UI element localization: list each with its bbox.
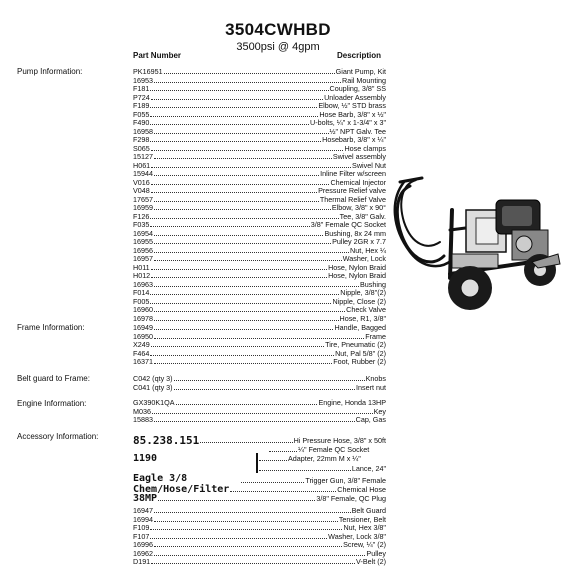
part-number: M036 [133,406,151,416]
leader-dots [150,294,339,295]
part-description: ½" NPT Galv. Tee [329,126,386,136]
part-number: 16371 [133,357,153,366]
leader-dots [151,563,355,564]
leader-dots [150,124,309,125]
part-number: F490 [133,118,150,127]
part-number: 15127 [133,152,153,161]
part-description: Hose clamps [344,143,386,153]
plug-description: 3/8" Female, QC Plug [316,494,386,503]
lance-description: Lance, 24" [351,464,386,473]
leader-dots [154,555,365,556]
leader-dots [150,218,338,219]
part-description: Tire, Pneumatic (2) [325,340,386,349]
part-description: Engine, Honda 13HP [318,398,386,407]
part-description: Insert nut [356,382,386,392]
leader-dots [150,141,321,142]
part-number: H011 [133,262,150,272]
part-description: Bushing [360,279,386,289]
leader-dots [151,269,327,270]
leader-dots [154,320,339,321]
part-number: F055 [133,109,150,119]
part-description: Key [373,406,386,416]
leader-dots [154,329,333,330]
leader-dots [152,413,373,414]
part-number: F035 [133,220,150,229]
accessory-plug-row [133,494,386,503]
part-number: S065 [133,143,150,153]
part-description: Handle, Bagged [334,323,386,332]
part-description: Tee, 3/8" Galv. [339,211,386,221]
part-description: Hosebarb, 3/8" x ¼" [322,135,386,144]
part-number: 16954 [133,228,153,238]
accessory-socket-row [268,445,386,454]
leader-dots [154,158,332,159]
part-description: Elbow, ½" STD brass [318,101,386,110]
part-description: Washer, Lock 3/8" [328,531,386,541]
leader-dots [154,546,342,547]
leader-dots [154,235,323,236]
part-number: C041 (qty 3) [133,382,173,392]
part-description: Pulley [366,548,386,558]
part-description: Nut, Pal 5/8" (2) [335,348,386,358]
part-number: 16960 [133,305,153,314]
part-description: Hose, Nylon Braid [328,271,386,280]
part-number: 15944 [133,169,153,178]
part-number: F107 [133,531,150,541]
part-description: Chemical Injector [330,177,386,187]
part-number: F109 [133,523,150,532]
pressure-washer-image [392,170,564,320]
leader-dots [150,355,334,356]
section-frame: Frame Information: [17,323,85,332]
part-row [133,357,386,366]
leader-dots [151,99,323,100]
model-title: 3504CWHBD [225,20,331,39]
part-number: 16996 [133,540,153,549]
part-description: Pulley 2GR x 7.7 [332,237,386,246]
part-number: 16978 [133,313,153,323]
part-number: V048 [133,186,150,195]
part-number: F298 [133,135,150,144]
part-row [133,314,386,323]
part-number: F189 [133,101,150,110]
part-number: 16963 [133,279,153,289]
leader-dots [176,404,318,405]
leader-dots [154,209,331,210]
accessory-chem-row [133,485,386,494]
leader-dots [151,277,327,278]
hose-description: Hi Pressure Hose, 3/8" x 50ft [293,436,386,445]
part-number: 16950 [133,331,153,341]
leader-dots [154,421,355,422]
section-engine: Engine Information: [17,399,87,408]
part-number: X249 [133,340,150,349]
leader-dots [154,175,319,176]
leader-dots [154,243,331,244]
leader-dots [154,286,359,287]
leader-dots [150,226,309,227]
leader-dots [150,538,327,539]
chem-part-number: Chem/Hose/Filter [133,484,230,495]
part-number-header: Part Number [133,51,182,60]
leader-dots [174,389,355,390]
part-description: 3/8" Female QC Socket [310,220,386,229]
part-description: Nipple, 3/8"(2) [340,288,386,297]
adapter-description: Adapter, 22mm M x ¼" [288,454,361,463]
part-description: Pressure Relief valve [318,186,386,195]
part-description: Rail Mounting [342,75,386,85]
part-number: F005 [133,296,150,306]
leader-dots [164,73,335,74]
part-description: Knobs [365,374,386,383]
part-description: Cap, Gas [355,415,386,424]
part-description: Screw, ¼" (2) [343,540,386,549]
part-number: 17657 [133,194,153,204]
part-description: Tensioner, Belt [338,514,386,524]
part-description: Washer, Lock [342,254,386,263]
description-header: Description [337,51,382,60]
part-number: C042 (qty 3) [133,374,173,383]
part-number: PK16951 [133,67,163,76]
part-description: Nut, Hex 3/8" [343,523,386,532]
leader-dots [154,133,329,134]
part-number: F464 [133,348,150,358]
leader-dots [154,260,342,261]
part-number: F181 [133,84,150,93]
part-number: F014 [133,288,150,297]
part-number: P724 [133,92,150,102]
leader-dots [174,380,365,381]
part-number: 16958 [133,126,153,136]
part-number: GX390K1QA [133,398,175,407]
accessory-adapter-row [258,454,386,463]
leader-dots [150,116,318,117]
leader-dots [154,338,364,339]
part-description: Inline Filter w/screen [320,169,386,178]
leader-dots [151,346,324,347]
chem-description: Chemical Hose [337,485,386,494]
part-number: 16957 [133,254,153,263]
gun-description: Trigger Gun, 3/8" Female [305,476,386,485]
leader-dots [150,90,328,91]
accessory-gun-row [240,476,386,485]
part-row [133,557,386,566]
part-description: Unloader Assembly [324,92,386,102]
socket-description: ¼" Female QC Socket [298,445,370,454]
part-description: Hose, Nylon Braid [328,262,386,272]
part-description: Thermal Relief Valve [319,194,386,204]
leader-dots [154,521,338,522]
part-description: Belt Guard [351,506,386,515]
part-description: Giant Pump, Kit [335,67,386,76]
part-description: Foot, Rubber (2) [333,357,386,366]
part-description: Nipple, Close (2) [332,296,386,306]
spec-subtitle: 3500psi @ 4gpm [236,41,320,53]
part-description: V-Belt (2) [356,557,386,566]
hose-part-number: 85.238.151 [133,434,200,447]
part-number: 16959 [133,203,153,212]
leader-dots [154,311,345,312]
gun-part-number: Eagle 3/8 [133,473,188,484]
part-description: U-bolts, ¼" x 1-3/4" x 3" [310,118,386,127]
part-description: Frame [365,331,386,341]
part-number: 16956 [133,245,153,255]
section-accessory: Accessory Information: [17,432,99,441]
leader-dots [154,82,341,83]
part-description: Hose, R1, 3/8" [339,313,386,323]
part-number: 16955 [133,237,153,246]
part-description: Coupling, 3/8" SS [329,84,386,93]
part-description: Hose Barb, 3/8" x ½" [319,109,386,119]
leader-dots [150,529,342,530]
leader-dots [151,150,344,151]
leader-dots [154,512,351,513]
part-number: 16994 [133,514,153,524]
part-description: Nut, Hex ¼ [350,245,386,255]
part-number: 16949 [133,323,153,332]
adapter-part-number: 1190 [133,453,158,464]
part-number: D191 [133,557,151,566]
part-number: H012 [133,271,151,280]
part-number: 16953 [133,75,153,85]
accessory-lance-row [258,464,386,473]
part-row [133,415,386,424]
part-row [133,383,386,392]
leader-dots [151,192,317,193]
part-number: 16962 [133,548,153,558]
part-number: V016 [133,177,150,187]
part-number: 16947 [133,506,153,515]
leader-dots [151,184,330,185]
accessory-hose-row [133,436,386,445]
section-pump: Pump Information: [17,67,83,76]
leader-dots [151,167,351,168]
leader-dots [154,363,332,364]
part-description: Swivel assembly [332,152,386,161]
leader-dots [150,303,331,304]
leader-dots [150,107,317,108]
part-description: Check Valve [346,305,386,314]
leader-dots [154,201,319,202]
part-number: H061 [133,160,151,170]
part-number: 15883 [133,415,153,424]
part-description: Bushing, 8x 24 mm [324,228,386,238]
part-number: F126 [133,211,150,221]
part-description: Swivel Nut [352,160,386,170]
part-description: Elbow, 3/8" x 90° [331,203,386,212]
section-belt-guard: Belt guard to Frame: [17,374,90,383]
plug-part-number: 38MP [133,493,158,504]
leader-dots [154,252,349,253]
